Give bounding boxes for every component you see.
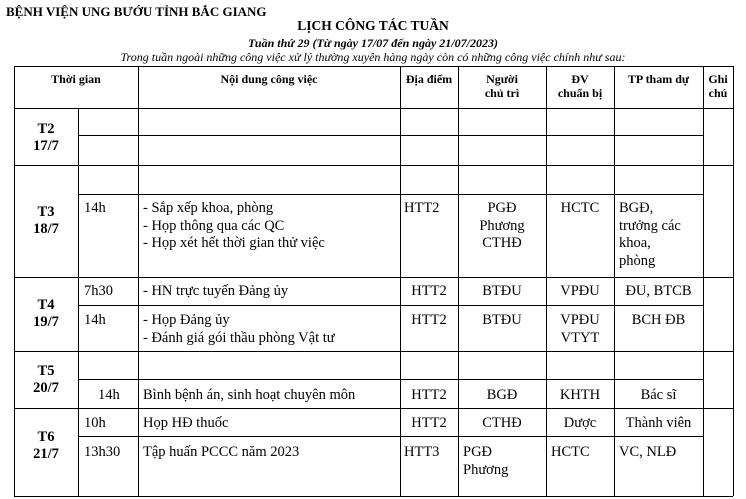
schedule-host: BGĐ (486, 387, 518, 403)
schedule-attendees: BCH ĐB (631, 312, 686, 328)
schedule-time: 10h (84, 415, 106, 431)
schedule-host: PGĐ Phương CTHĐ (479, 200, 525, 251)
week-range: Tuần thứ 29 (Từ ngày 17/07 đến ngày 21/07/2023) (248, 36, 498, 50)
schedule-location: HTT3 (404, 444, 440, 460)
column-header-note: Ghi chú (708, 72, 728, 100)
schedule-prep: KHTH (559, 387, 601, 403)
column-header-content: Nội dung công việc (220, 72, 318, 86)
column-header-attendees: TP tham dự (627, 72, 690, 86)
schedule-attendees: Thành viên (625, 415, 692, 431)
schedule-host: PGĐ Phương (463, 444, 509, 478)
schedule-prep: VPĐU (560, 283, 600, 299)
schedule-host: CTHĐ (482, 415, 522, 431)
day-label: T6 21/7 (33, 429, 59, 462)
schedule-attendees: VC, NLĐ (619, 444, 677, 460)
schedule-prep: HCTC (551, 444, 590, 460)
schedule-location: HTT2 (411, 387, 447, 403)
day-label: T3 18/7 (33, 204, 59, 237)
schedule-content: Bình bệnh án, sinh hoạt chuyên môn (143, 387, 356, 403)
schedule-time: 14h (84, 312, 106, 328)
column-header-prep: ĐV chuẩn bị (557, 72, 603, 100)
schedule-location: HTT2 (411, 312, 447, 328)
schedule-time: 14h (84, 200, 106, 216)
day-label: T4 19/7 (33, 297, 59, 330)
schedule-content: Họp HĐ thuốc (143, 415, 229, 431)
day-label: T2 17/7 (33, 121, 59, 154)
schedule-time: 7h30 (84, 283, 113, 299)
schedule-time: 14h (98, 387, 120, 403)
schedule-host: BTĐU (482, 312, 522, 328)
schedule-content: Tập huấn PCCC năm 2023 (143, 444, 300, 460)
column-header-location: Địa điểm (405, 72, 453, 86)
column-header-time: Thời gian (51, 72, 101, 86)
column-header-host: Người chủ trì (484, 72, 520, 100)
schedule-host: BTĐU (482, 283, 522, 299)
schedule-location: HTT2 (411, 415, 447, 431)
schedule-location: HTT2 (411, 283, 447, 299)
schedule-prep: HCTC (560, 200, 600, 216)
schedule-title: LỊCH CÔNG TÁC TUẦN (297, 18, 449, 33)
schedule-attendees: ĐU, BTCB (625, 283, 692, 299)
schedule-prep: Dược (563, 415, 597, 431)
organization-name: BỆNH VIỆN UNG BƯỚU TỈNH BẮC GIANG (6, 4, 267, 19)
schedule-content: - Sắp xếp khoa, phòng - Họp thông qua các QC - Họp xét hết thời gian thử việc (143, 200, 325, 251)
schedule-attendees: Bác sĩ (640, 387, 677, 403)
schedule-prep: VPĐU VTYT (560, 312, 600, 346)
schedule-content: - HN trực tuyến Đảng ủy (143, 283, 289, 299)
schedule-attendees: BGĐ, trưởng các khoa, phòng (619, 200, 681, 269)
schedule-content: - Họp Đảng ủy - Đánh giá gói thầu phòng Vật tư (143, 312, 335, 346)
day-label: T5 20/7 (33, 363, 59, 396)
schedule-time: 13h30 (84, 444, 121, 460)
intro-text: Trong tuần ngoài những công việc xử lý thường xuyên hàng ngày còn có những công việc chính như sau: (120, 50, 626, 64)
schedule-location: HTT2 (404, 200, 440, 216)
